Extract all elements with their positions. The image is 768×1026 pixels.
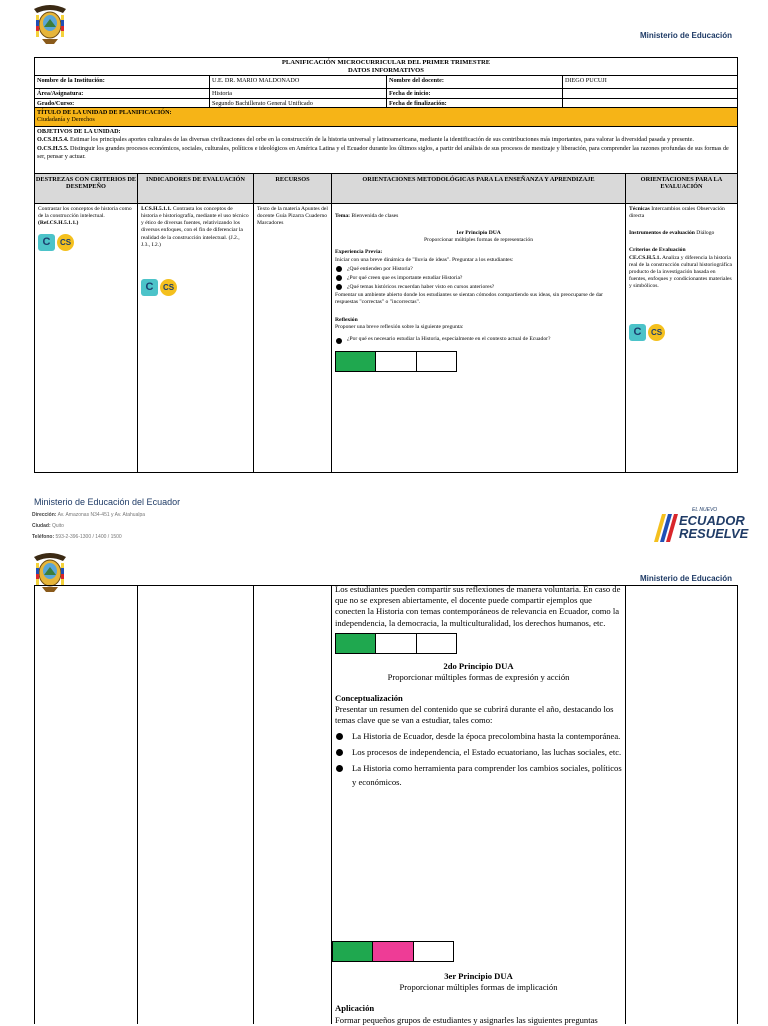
dua3-subtitle: Proporcionar múltiples formas de implicación <box>399 982 558 993</box>
bullet-icon <box>336 284 342 290</box>
col-header-indicators: INDICADORES DE EVALUACIÓN <box>138 174 254 203</box>
ministry-tag: Ministerio de Educación <box>639 574 732 583</box>
grade-value: Segundo Bachillerato General Unificado <box>210 99 387 107</box>
dua1-subtitle: Proporcionar múltiples formas de representación <box>423 237 534 244</box>
bullet-icon <box>336 765 343 772</box>
competence-cs-icon: CS <box>648 324 665 341</box>
teacher-value: DIEGO PUCUJI <box>565 77 607 84</box>
teacher-label: Nombre del docente: <box>387 76 563 88</box>
theme: Tema: Bienvenida de clases <box>335 213 399 219</box>
table-title-line2: DATOS INFORMATIVOS <box>348 66 424 74</box>
footer-phone: Teléfono: 593-2-396-1300 / 1400 / 1500 <box>32 534 122 540</box>
list-item: Los procesos de independencia, el Estado ecuatoriano, las luchas sociales, etc. <box>335 745 622 759</box>
bullet-icon <box>336 733 343 740</box>
planning-columns-continued <box>34 585 738 1024</box>
bullet-icon <box>336 338 342 344</box>
bullet-icon <box>336 275 342 281</box>
institution-label: Nombre de la Institución: <box>35 76 210 88</box>
indicator-text: I.CS.H.5.1.1. Contrasta los conceptos de historia e historiografía, mediante el uso técnico y ético de diversas fuentes, relativizando los diversos enfoques, con el fin de diferenciar la realidad de la construcción intelectual. (J.2., J.3., I.2.) <box>141 206 249 248</box>
skills-cell <box>35 204 138 472</box>
footer-city: Ciudad: Quito <box>32 523 64 529</box>
end-date-value <box>563 99 737 107</box>
dua3-title: 3er Principio DUA <box>444 971 513 981</box>
objective-1: O.CS.H.5.4. Estimar los principales aportes culturales de las diversas civilizaciones del orbe en la construcción de la historia universal y latinoamericana, mediante la identificación de sus contribuciones más importantes, para valorar la diversidad pasada y presente. <box>37 136 694 144</box>
area-value: Historia <box>210 89 387 98</box>
unit-title <box>35 108 737 126</box>
bullet-icon <box>336 749 343 756</box>
skills-cell <box>35 586 138 1024</box>
eval-criteria-text: CE.CS.H.5.1. Analiza y diferencia la historia real de la construcción cultural historiográfica producto de la investigación basada en fuentes, enfoques y condicionantes materiales y simbólicos. <box>629 254 732 290</box>
col-header-skills: DESTREZAS CON CRITERIOS DE DESEMPEÑO <box>35 174 138 203</box>
end-date-label: Fecha de finalización: <box>387 99 563 107</box>
unit-title-value: Ciudadanía y Derechos <box>37 116 95 124</box>
resources-cell <box>254 586 332 1024</box>
competence-cs-icon: CS <box>160 279 177 296</box>
eval-techniques: Técnicas Intercambios orales Observación directa <box>629 206 725 220</box>
start-date-value <box>563 89 737 98</box>
ministry-tag: Ministerio de Educación <box>639 31 732 40</box>
objective-2: O.CS.H.5.5. Distinguir los grandes procesos económicos, sociales, culturales, políticos e ideológicos en América Latina y el Ecuador durante los últimos siglos, a partir del análisis de sus procesos de mestizaje y liberación, para comprender las razones profundas de sus formas de ser, pensar y actuar. <box>37 144 729 161</box>
grade-label: Grado/Curso: <box>35 99 210 107</box>
dua2-subtitle: Proporcionar múltiples formas de expresión y acción <box>387 671 570 682</box>
list-item: ¿Por qué creen que es importante estudiar Historia? <box>335 275 622 282</box>
table-title <box>35 58 737 75</box>
competence-c-icon: C <box>141 279 158 296</box>
col-header-evaluation: ORIENTACIONES PARA LA EVALUACIÓN <box>640 176 723 191</box>
competence-cs-icon: CS <box>57 234 74 251</box>
list-item: La Historia como herramienta para comprender los cambios sociales, políticos y económicos. <box>335 761 622 789</box>
col-header-methodology: ORIENTACIONES METODOLÓGICAS PARA LA ENSEÑANZA Y APRENDIZAJE <box>332 174 626 203</box>
resources-text: Texto de la materia Apuntes del docente Guía Pizarra Cuaderno Marcadores <box>257 206 328 227</box>
ecuador-resuelve-logo <box>652 502 749 544</box>
evaluation-cell <box>626 586 737 1024</box>
planning-table <box>34 57 738 473</box>
dua-indicator-1 <box>335 351 457 372</box>
conceptualization-label: Conceptualización <box>335 693 403 704</box>
planning-columns <box>34 174 738 473</box>
list-item: ¿Qué temas históricos recuerdan haber visto en cursos anteriores? <box>335 284 622 291</box>
logo-small-text: EL NUEVO <box>692 507 718 513</box>
col-header-resources: RECURSOS <box>254 174 332 203</box>
footer-ministry: Ministerio de Educación del Ecuador <box>34 497 181 507</box>
prior-experience-text: Iniciar con una breve dinámica de "lluvia de ideas". Preguntar a los estudiantes: <box>335 256 514 263</box>
dua-indicator-3 <box>332 941 454 962</box>
methodology-cell <box>332 586 626 1024</box>
reflection-label: Reflexión <box>335 316 358 323</box>
eval-instruments: Instrumentos de evaluación Diálogo <box>629 230 715 237</box>
eval-criteria-label: Criterios de Evaluación <box>629 247 686 254</box>
ecuador-coat-of-arms-icon <box>30 3 70 45</box>
skills-ref: (Ref.CS.H.5.1.1.) <box>38 220 79 227</box>
prior-experience-after: Fomentar un ambiente abierto donde los estudiantes se sientan cómodos compartiendo sus ideas, sin preocuparse de dar respuestas "correctas" o "incorrectas". <box>335 292 603 306</box>
evaluation-cell <box>626 204 737 472</box>
competence-c-icon: C <box>629 324 646 341</box>
methodology-cell <box>332 204 626 472</box>
logo-line2: RESUELVE <box>679 526 749 541</box>
list-item: ¿Por qué es necesario estudiar la Historia, especialmente en el contexto actual de Ecuador? <box>335 333 622 345</box>
prior-experience-label: Experiencia Previa: <box>335 249 383 256</box>
application-label: Aplicación <box>335 1003 375 1014</box>
unit-title-label: TÍTULO DE LA UNIDAD DE PLANIFICACIÓN: <box>37 109 172 116</box>
list-item: La Historia de Ecuador, desde la época precolombina hasta la contemporánea. <box>335 729 622 743</box>
dua2-title: 2do Principio DUA <box>443 660 514 671</box>
dua1-title: 1er Principio DUA <box>456 230 501 237</box>
intro-text: Los estudiantes pueden compartir sus reflexiones de manera voluntaria. En caso de que no se expresen abiertamente, el docente puede compartir ejemplos que conecten la Historia con temas contemporáneos de relevancia en Ecuador, como la independencia, la democracia, la multiculturalidad, los derechos humanos, etc. <box>335 584 621 628</box>
footer-address: Dirección: Av. Amazonas N34-451 y Av. Atahualpa <box>32 512 146 518</box>
resources-cell <box>254 204 332 472</box>
indicators-cell <box>138 204 254 472</box>
unit-objectives <box>35 127 737 173</box>
dua-indicator-2 <box>335 633 457 654</box>
competence-c-icon: C <box>38 234 55 251</box>
start-date-label: Fecha de inicio: <box>387 89 563 98</box>
skills-text: Contrastar los conceptos de historia como de la construcción intelectual. <box>38 206 132 220</box>
table-title-line1: PLANIFICACIÓN MICROCURRICULAR DEL PRIMER TRIMESTRE <box>281 59 491 66</box>
conceptualization-text: Presentar un resumen del contenido que se cubrirá durante el año, destacando los temas clave que se van a estudiar, tales como: <box>335 704 614 726</box>
bullet-icon <box>336 266 342 272</box>
application-text: Formar pequeños grupos de estudiantes y asignarles las siguientes preguntas <box>335 1014 598 1025</box>
institution-value: U.E. DR. MARIO MALDONADO <box>210 76 387 88</box>
indicators-cell <box>138 586 254 1024</box>
reflection-text: Proponer una breve reflexión sobre la siguiente pregunta: <box>335 323 464 330</box>
list-item: ¿Qué entienden por Historia? <box>335 266 622 273</box>
logo-line1: ECUADOR <box>679 513 745 528</box>
objectives-label: OBJETIVOS DE LA UNIDAD: <box>37 128 121 135</box>
area-label: Área/Asignatura: <box>35 89 210 98</box>
